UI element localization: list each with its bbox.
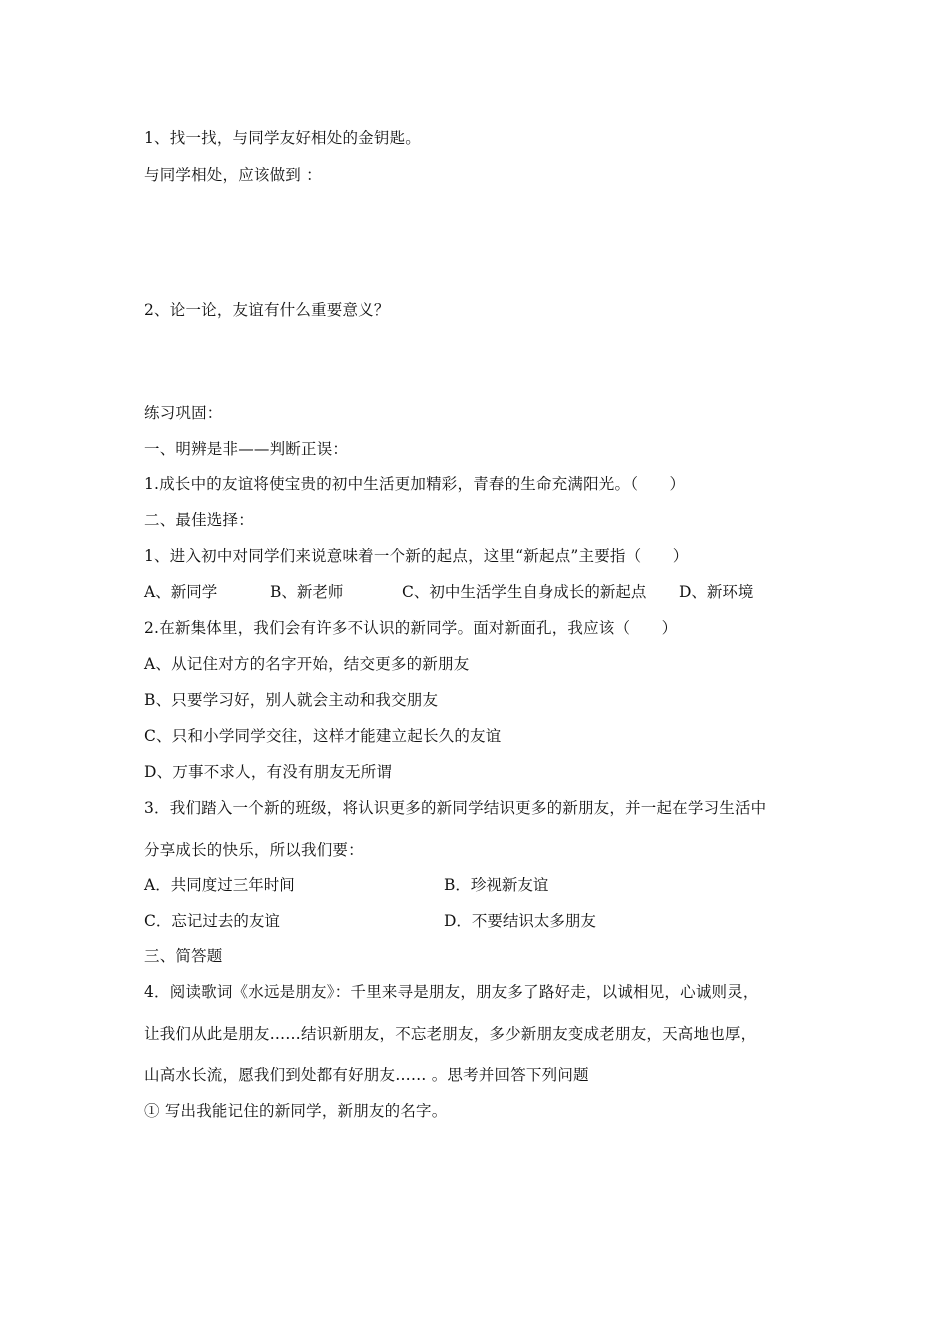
judgement-question-1: 1.成长中的友谊将使宝贵的初中生活更加精彩，青春的生命充满阳光。（ ） xyxy=(144,475,686,493)
choice-question-2: 2.在新集体里，我们会有许多不认识的新同学。面对新面孔，我应该（ ） xyxy=(144,619,678,637)
choice-3-option-a: A．共同度过三年时间 xyxy=(144,876,295,894)
choice-3-option-c: C．忘记过去的友谊 xyxy=(144,912,280,930)
choice-2-option-c: C、只和小学同学交往，这样才能建立起长久的友谊 xyxy=(144,727,502,745)
choice-question-3-line1: 3．我们踏入一个新的班级，将认识更多的新同学结识更多的新朋友，并一起在学习生活中 xyxy=(144,799,767,817)
choice-3-option-b: B．珍视新友谊 xyxy=(444,876,549,894)
choice-question-1: 1、进入初中对同学们来说意味着一个新的起点，这里“新起点”主要指（ ） xyxy=(144,547,689,565)
practice-title: 练习巩固： xyxy=(144,404,223,422)
choice-1-option-b: B、新老师 xyxy=(270,583,344,601)
part1-title: 一、明辨是非——判断正误： xyxy=(144,440,349,458)
choice-1-option-c: C、初中生活学生自身成长的新起点 xyxy=(402,583,647,601)
question-1-prompt: 与同学相处，应该做到 ： xyxy=(144,166,322,184)
choice-3-option-d: D．不要结识太多朋友 xyxy=(444,912,596,930)
short-answer-4-sub1: ① 写出我能记住的新同学，新朋友的名字。 xyxy=(144,1102,448,1120)
choice-2-option-b: B、只要学习好，别人就会主动和我交朋友 xyxy=(144,691,439,709)
short-answer-4-line2: 让我们从此是朋友……结识新朋友，不忘老朋友，多少新朋友变成老朋友，天高地也厚， xyxy=(144,1025,757,1043)
choice-1-option-a: A、新同学 xyxy=(144,583,218,601)
short-answer-4-line1: 4．阅读歌词《水远是朋友》：千里来寻是朋友，朋友多了路好走，以诚相见，心诚则灵， xyxy=(144,983,759,1001)
choice-2-option-d: D、万事不求人，有没有朋友无所谓 xyxy=(144,763,393,781)
part3-title: 三、简答题 xyxy=(144,947,223,965)
question-2: 2、论一论，友谊有什么重要意义？ xyxy=(144,301,390,319)
choice-2-option-a: A、从记住对方的名字开始，结交更多的新朋友 xyxy=(144,655,470,673)
part2-title: 二、最佳选择： xyxy=(144,511,254,529)
short-answer-4-line3: 山高水长流，愿我们到处都有好朋友…… 。思考并回答下列问题 xyxy=(144,1066,589,1084)
choice-question-3-line2: 分享成长的快乐，所以我们要： xyxy=(144,841,364,859)
choice-1-option-d: D、新环境 xyxy=(679,583,754,601)
question-1: 1、找一找，与同学友好相处的金钥匙。 xyxy=(144,129,421,147)
